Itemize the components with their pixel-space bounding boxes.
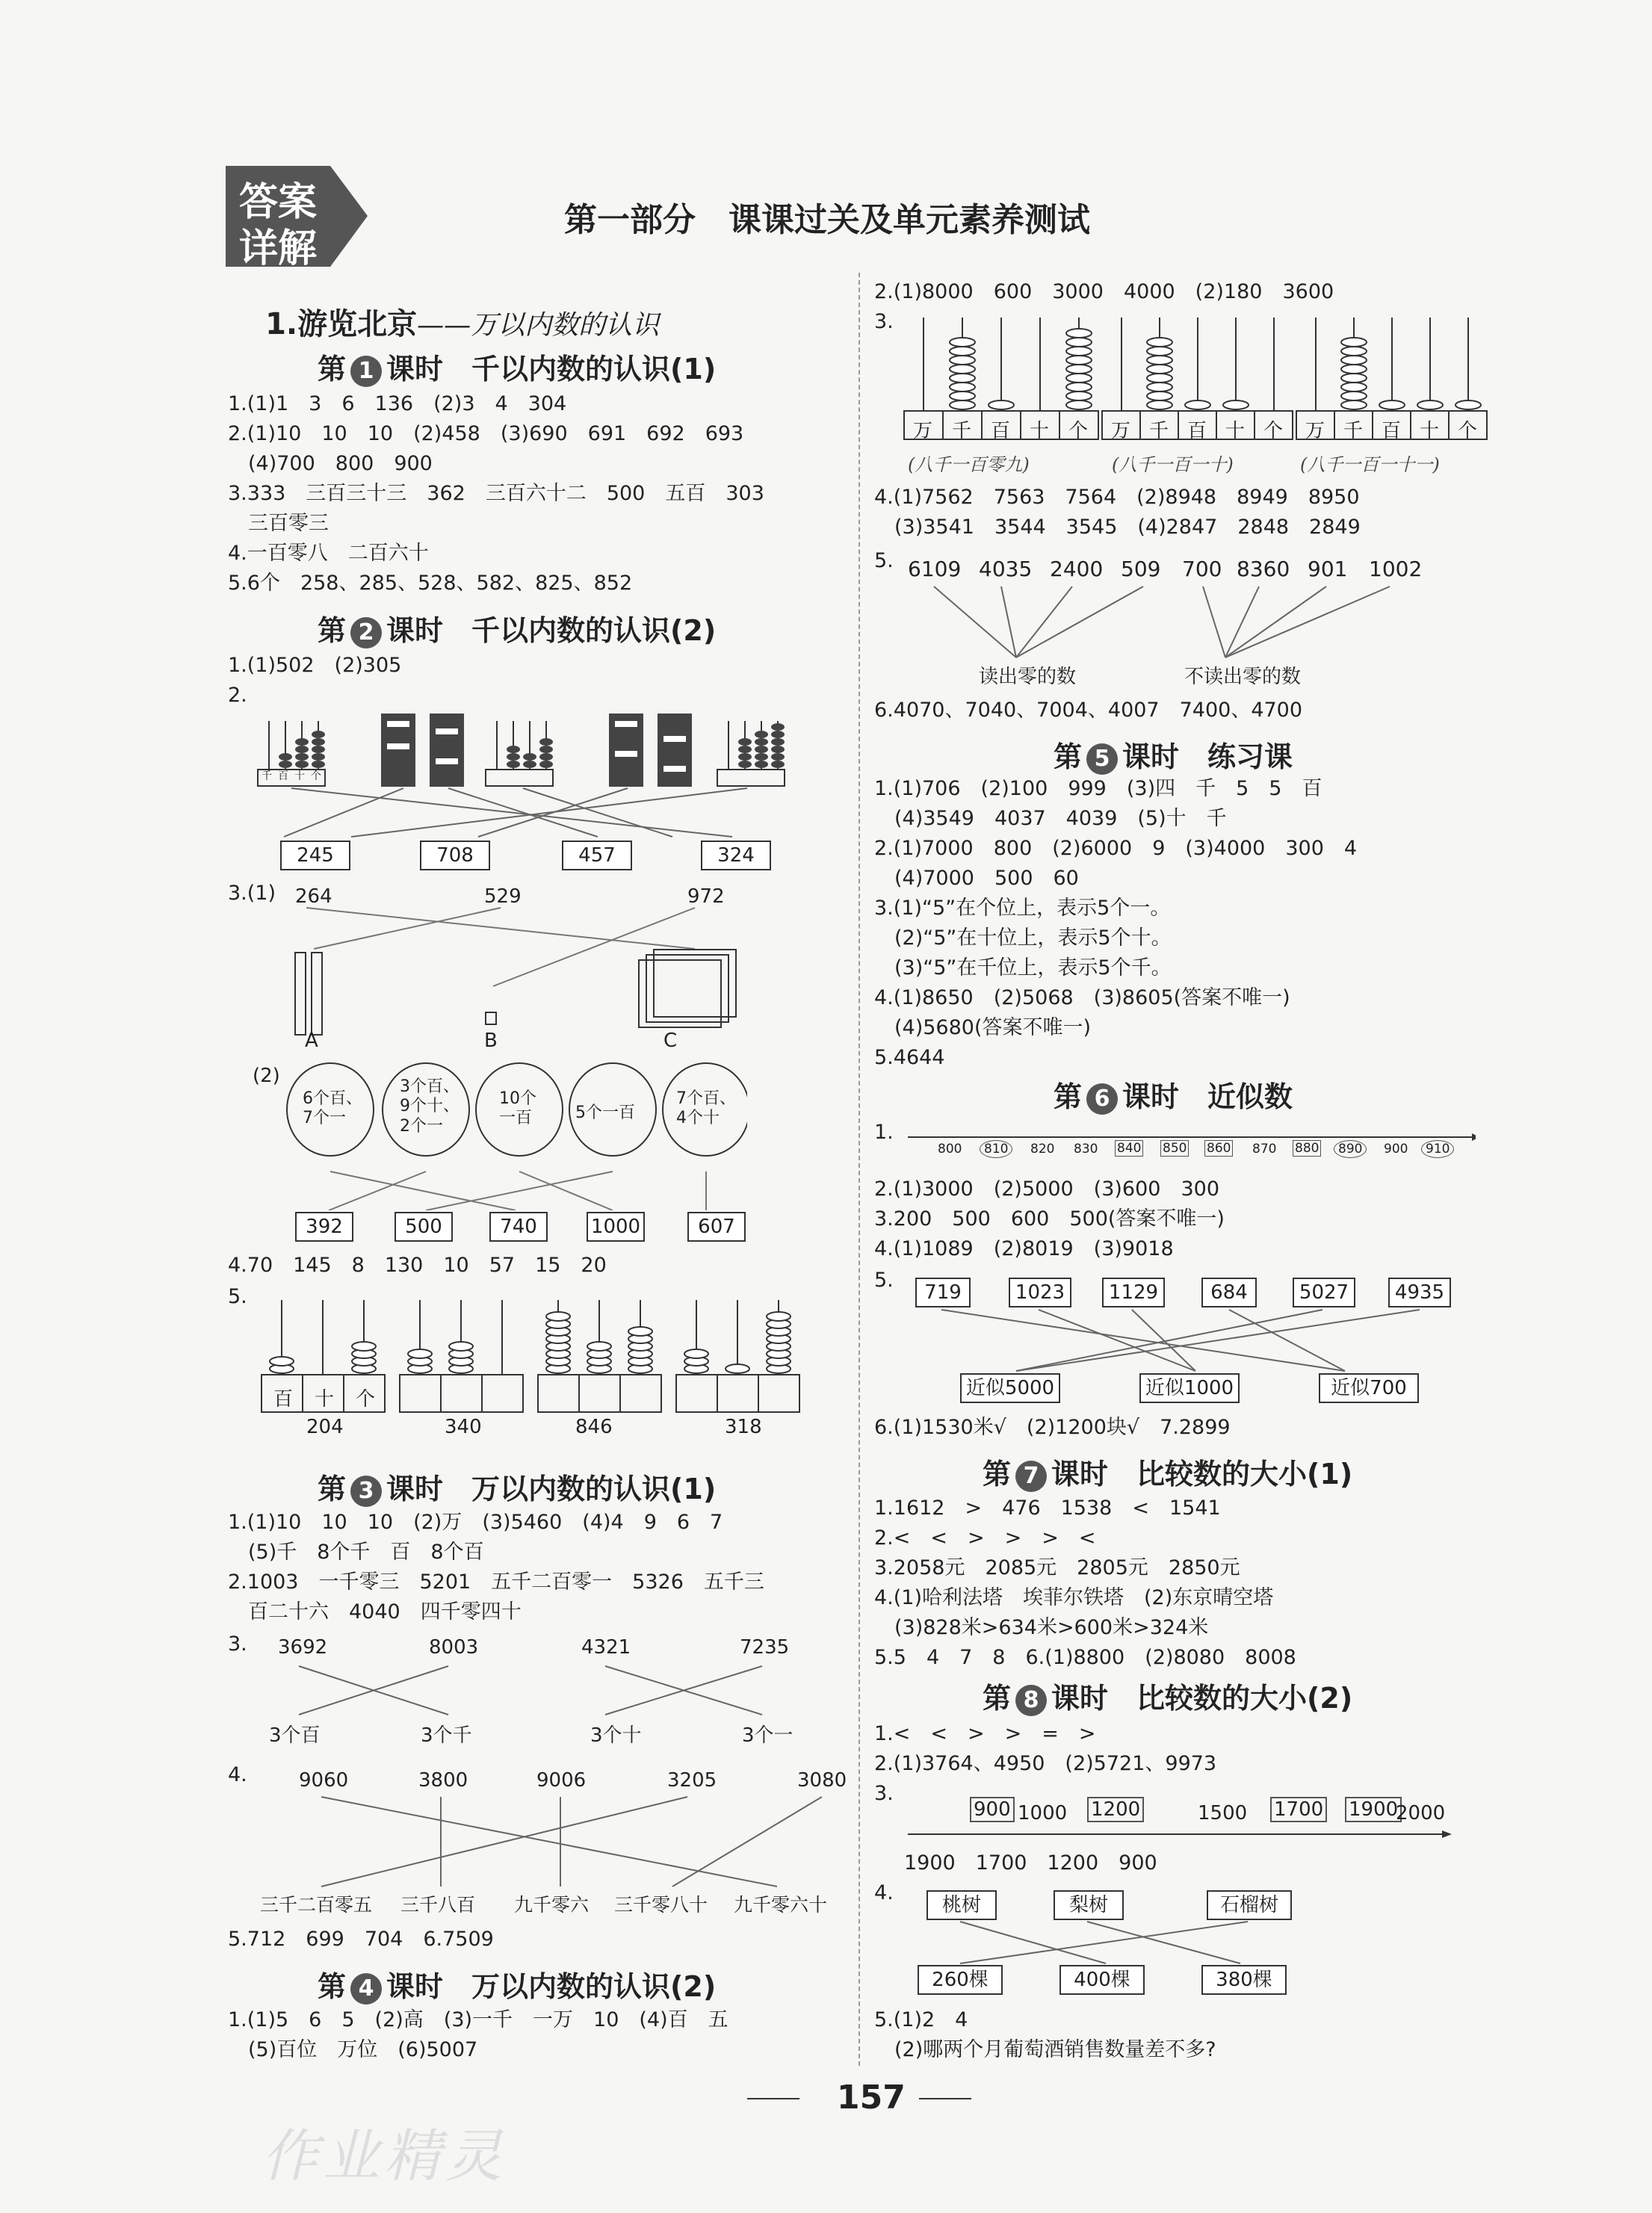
tick-label: 860 [1204,1140,1233,1157]
tree-box: 梨树 [1054,1890,1124,1920]
tree-box: 石榴树 [1207,1890,1292,1920]
abacus-label: 百 [991,420,1011,442]
abacus-label: 百 [1187,420,1207,442]
lesson-number-badge: 8 [1015,1685,1047,1716]
boxed-mark: 1700 [1270,1797,1327,1822]
balloon-text: 10个 一百 [499,1089,536,1128]
answer-line: (4)700 800 900 [228,452,433,475]
answer-box: 607 [687,1212,746,1242]
number-label: 1002 [1369,557,1423,581]
abacus-value: 318 [725,1416,762,1438]
answer-line: 5.6个 258、285、528、582、825、852 [228,572,633,595]
answer-line: 4. [874,1881,894,1904]
tick-label: 850 [1160,1140,1189,1157]
number-label: 4035 [979,557,1033,581]
abacus-label: 十 [1030,420,1050,442]
answer-line: 三百零三 [228,512,329,535]
badge-line2: 详解 [239,226,318,271]
answer-line: (3)828米>634米>600米>324米 [874,1616,1209,1639]
chinese-number-label: 三千零八十 [614,1894,708,1916]
answer-line: 百二十六 4040 四千零四十 [228,1600,522,1624]
answer-line: 3.2058元 2085元 2805元 2850元 [874,1556,1240,1579]
lesson-number-badge: 4 [350,1973,382,2005]
balloon-text: 3个百、 9个十、 2个一 [400,1077,460,1136]
answer-line: 1.(1)10 10 10 (2)万 (3)5460 (4)4 9 6 7 [228,1511,723,1534]
answer-line: 4.(1)8650 (2)5068 (3)8605(答案不唯一) [874,986,1290,1009]
tick-label: 810 [980,1140,1012,1158]
answer-box: 740 [489,1212,548,1242]
answer-line: 6.4070、7040、7004、4007 7400、4700 [874,699,1303,722]
number-label: 8003 [429,1636,479,1659]
place-label: 3个百 [269,1724,321,1747]
answer-line: (2)“5”在十位上，表示5个十。 [874,926,1172,950]
answer-line: 5.(1)2 4 [874,2008,968,2031]
abacus-label: 百 [1382,420,1402,442]
abacus-label: 十 [1420,420,1440,442]
zero-matching-lines [897,583,1420,665]
answer-box: 457 [562,841,632,870]
chinese-number-label: 三千八百 [400,1894,476,1916]
answer-line: 1.1612 > 476 1538 < 1541 [874,1497,1221,1520]
page-number-rule-right [919,2098,971,2099]
answer-box: 324 [701,841,771,870]
place-label: 3个千 [421,1724,472,1747]
part-title: 第一部分 课课过关及单元素养测试 [564,201,1090,239]
badge-line1: 答案 [239,180,318,225]
tick-label: 900 [1384,1142,1408,1157]
number-label: 3800 [418,1769,468,1792]
answer-line: 1900 1700 1200 900 [904,1851,1157,1875]
lesson-3-heading: 第 3 课时 万以内数的认识(1) [318,1473,717,1505]
mark-label: 2000 [1396,1802,1446,1824]
lesson-8-heading: 第 8 课时 比较数的大小(2) [983,1682,1353,1715]
chinese-number-label: 三千二百零五 [260,1894,373,1916]
lesson-7-heading: 第 7 课时 比较数的大小(1) [983,1458,1353,1491]
answer-line: 3.200 500 600 500(答案不唯一) [874,1207,1225,1231]
answer-line: 5.5 4 7 8 6.(1)8800 (2)8080 8008 [874,1646,1296,1669]
tree-matching-lines [926,1920,1300,1965]
number-label: 7235 [740,1636,790,1659]
answer-line: 2. [228,684,247,707]
handwritten-caption: (八千一百一十) [1112,454,1234,475]
answer-line: 4.(1)7562 7563 7564 (2)8948 8949 8950 [874,486,1360,509]
count-box: 380棵 [1201,1965,1287,1995]
abacus-value: 204 [306,1416,344,1438]
lesson-number-badge: 7 [1015,1461,1047,1492]
number-label: 700 [1182,557,1222,581]
balloon-text: 5个一百 [575,1104,635,1122]
lesson-number-badge: 6 [1086,1083,1118,1115]
answer-line: 5. [228,1285,247,1308]
approx-box: 近似1000 [1139,1373,1240,1403]
block-label: B [484,1030,498,1052]
part-label: (2) [253,1065,280,1087]
lesson-6-heading: 第 6 课时 近似数 [1054,1080,1293,1113]
number-label: 972 [687,885,725,908]
abacus-small-label: 千 [262,770,272,782]
number-label: 9006 [536,1769,587,1792]
answer-line: 2.(1)8000 600 3000 4000 (2)180 3600 [874,280,1334,303]
approx-box: 近似700 [1319,1373,1419,1403]
answer-box: 708 [420,841,490,870]
abacus-label: 万 [913,420,933,442]
answer-line: 5.4644 [874,1046,945,1069]
answer-line: 3.(1)“5”在个位上，表示5个一。 [874,897,1171,920]
abacus-label: 千 [1149,420,1169,442]
number-label: 509 [1121,557,1161,581]
abacus-value: 846 [575,1416,613,1438]
answer-line: 5. [874,549,894,572]
lesson-5-heading: 第 5 课时 练习课 [1054,740,1293,773]
lesson-4-heading: 第 4 课时 万以内数的认识(2) [318,1970,717,2003]
unit-title [262,286,659,343]
block-label: C [663,1030,678,1052]
abacus-label: 百 [273,1388,294,1411]
answer-line: 2.(1)3000 (2)5000 (3)600 300 [874,1177,1219,1201]
group-label: 读出零的数 [979,666,1077,688]
answer-line: 1.(1)1 3 6 136 (2)3 4 304 [228,392,567,415]
mark-label: 1000 [1018,1802,1068,1824]
handwritten-caption: (八千一百一十一) [1300,454,1440,475]
group-label: 不读出零的数 [1184,666,1302,688]
answer-badge [226,166,368,271]
place-label: 3个十 [590,1724,642,1747]
abacus-label: 个 [1458,420,1478,442]
mark-label: 1500 [1198,1802,1248,1824]
abacus-row-q5 [258,1293,803,1420]
number-box: 4935 [1388,1278,1451,1307]
answer-line: 2.(1)7000 800 (2)6000 9 (3)4000 300 4 [874,837,1358,860]
abacus-label: 千 [952,420,972,442]
abacus-small-label: 十 [294,770,305,782]
answer-line: 1.(1)706 (2)100 999 (3)四 千 5 5 百 [874,777,1322,800]
lesson-1-heading: 第 1 课时 千以内数的认识(1) [318,353,717,386]
answer-line: 3. [874,1782,894,1805]
number-label: 901 [1308,557,1348,581]
abacus-label: 千 [1343,420,1364,442]
approx-box: 近似5000 [960,1373,1060,1403]
abacus-small-label: 百 [278,770,288,782]
chinese-number-label: 九千零六十 [734,1894,828,1916]
block-label: A [305,1030,318,1052]
number-label: 2400 [1050,557,1104,581]
abacus-label: 个 [356,1388,376,1411]
answer-line: 3.(1) [228,882,276,905]
answer-line: (4)5680(答案不唯一) [874,1016,1092,1039]
answer-box: 1000 [587,1212,645,1242]
answer-line: 2.(1)3764、4950 (2)5721、9973 [874,1752,1217,1775]
number-box: 684 [1201,1278,1257,1307]
tick-label: 830 [1074,1142,1098,1157]
chinese-number-label: 九千零六 [514,1894,590,1916]
answer-line: 3. [874,310,894,333]
boxed-mark: 1900 [1345,1797,1402,1822]
count-box: 400棵 [1059,1965,1145,1995]
answer-line: 1.(1)502 (2)305 [228,654,402,677]
number-box: 1023 [1009,1278,1071,1307]
abacus-value: 340 [445,1416,482,1438]
answer-box: 245 [280,841,350,870]
tick-label: 820 [1030,1142,1055,1157]
abacus-small-label: 个 [311,770,321,782]
number-label: 3692 [278,1636,328,1659]
answer-line: 2.< < > > > < [874,1526,1096,1550]
tick-label: 870 [1252,1142,1277,1157]
answer-line: 4. [228,1763,247,1786]
answer-line: 3. [228,1632,247,1656]
blocks-matching-figure [284,904,747,1046]
abacus-label: 万 [1305,420,1325,442]
page-number: 157 [837,2079,906,2117]
abacus-label: 个 [1263,420,1284,442]
abacus-label: 个 [1068,420,1089,442]
answer-line: 4.一百零八 二百六十 [228,542,429,565]
boxed-mark: 900 [970,1797,1015,1822]
answer-line: 4.(1)1089 (2)8019 (3)9018 [874,1237,1174,1260]
number-label: 3080 [797,1769,847,1792]
answer-line: 5. [874,1269,894,1292]
number-line-900-2000 [908,1823,1453,1845]
number-label: 9060 [299,1769,349,1792]
answer-line: 6.(1)1530米√ (2)1200块√ 7.2899 [874,1416,1231,1439]
answer-line: (5)千 8个千 百 8个百 [228,1541,484,1564]
number-label: 6109 [908,557,962,581]
answer-line: (2)哪两个月葡萄酒销售数量差不多? [874,2038,1216,2061]
answer-line: 1.(1)5 6 5 (2)高 (3)一千 一万 10 (4)百 五 [228,2008,728,2031]
answer-line: 4.(1)哈利法塔 埃菲尔铁塔 (2)东京晴空塔 [874,1586,1274,1609]
answer-box: 500 [395,1212,453,1242]
answer-line: 2.1003 一千零三 5201 五千二百零一 5326 五千三 [228,1570,764,1594]
number-label: 8360 [1237,557,1290,581]
answer-box: 392 [295,1212,353,1242]
number-label: 3205 [667,1769,717,1792]
abacus-label: 十 [315,1388,335,1411]
lesson-number-badge: 5 [1086,743,1118,775]
abacus-label: 十 [1225,420,1246,442]
tick-label: 880 [1293,1140,1321,1157]
tick-label: 890 [1334,1140,1367,1158]
balloon-lines [284,1061,747,1210]
approx-matching-lines [897,1307,1464,1375]
column-divider [859,273,860,2066]
handwritten-caption: (八千一百零九) [908,454,1030,475]
answer-line: 5.712 699 704 6.7509 [228,1928,494,1951]
lesson-number-badge: 3 [350,1476,382,1507]
answer-line: (3)“5”在千位上，表示5个千。 [874,956,1172,979]
tick-label: 840 [1115,1140,1143,1157]
number-box: 1129 [1102,1278,1165,1307]
unit-subtitle: ——万以内数的认识 [417,310,660,341]
answer-line: (4)3549 4037 4039 (5)十 千 [874,807,1227,830]
number-label: 529 [484,885,522,908]
unit-title-main: 1.游览北京 [265,307,418,341]
tick-label: 910 [1421,1140,1454,1158]
page-number-rule-left [747,2098,799,2099]
balloon-text: 6个百、 7个一 [303,1089,362,1128]
number-label: 4321 [581,1636,631,1659]
tick-label: 800 [938,1142,962,1157]
lesson-number-badge: 1 [350,356,382,387]
number-box: 5027 [1293,1278,1355,1307]
answer-line: 1. [874,1121,894,1144]
number-label: 264 [295,885,332,908]
watermark: 作业精灵 [262,2123,507,2189]
answer-line: 2.(1)10 10 10 (2)458 (3)690 691 692 693 [228,422,744,445]
answer-line: (3)3541 3544 3545 (4)2847 2848 2849 [874,516,1361,539]
boxed-mark: 1200 [1087,1797,1144,1822]
matching-lines [284,1662,792,1718]
number-box: 719 [915,1278,971,1307]
lesson-2-heading: 第 2 课时 千以内数的认识(2) [318,614,717,647]
answer-line: (5)百位 万位 (6)5007 [228,2038,478,2061]
count-box: 260棵 [918,1965,1003,1995]
answer-line: (4)7000 500 60 [874,867,1079,890]
answer-line: 1.< < > > = > [874,1722,1096,1745]
place-label: 3个一 [742,1724,793,1747]
answer-line: 4.70 145 8 130 10 57 15 20 [228,1254,607,1277]
answer-line: 3.333 三百三十三 362 三百六十二 500 五百 303 [228,482,764,505]
matching-lines [284,1793,852,1890]
abacus-label: 万 [1111,420,1131,442]
balloon-text: 7个百、 4个十 [676,1089,736,1128]
tree-box: 桃树 [926,1890,997,1920]
lesson-number-badge: 2 [350,617,382,649]
